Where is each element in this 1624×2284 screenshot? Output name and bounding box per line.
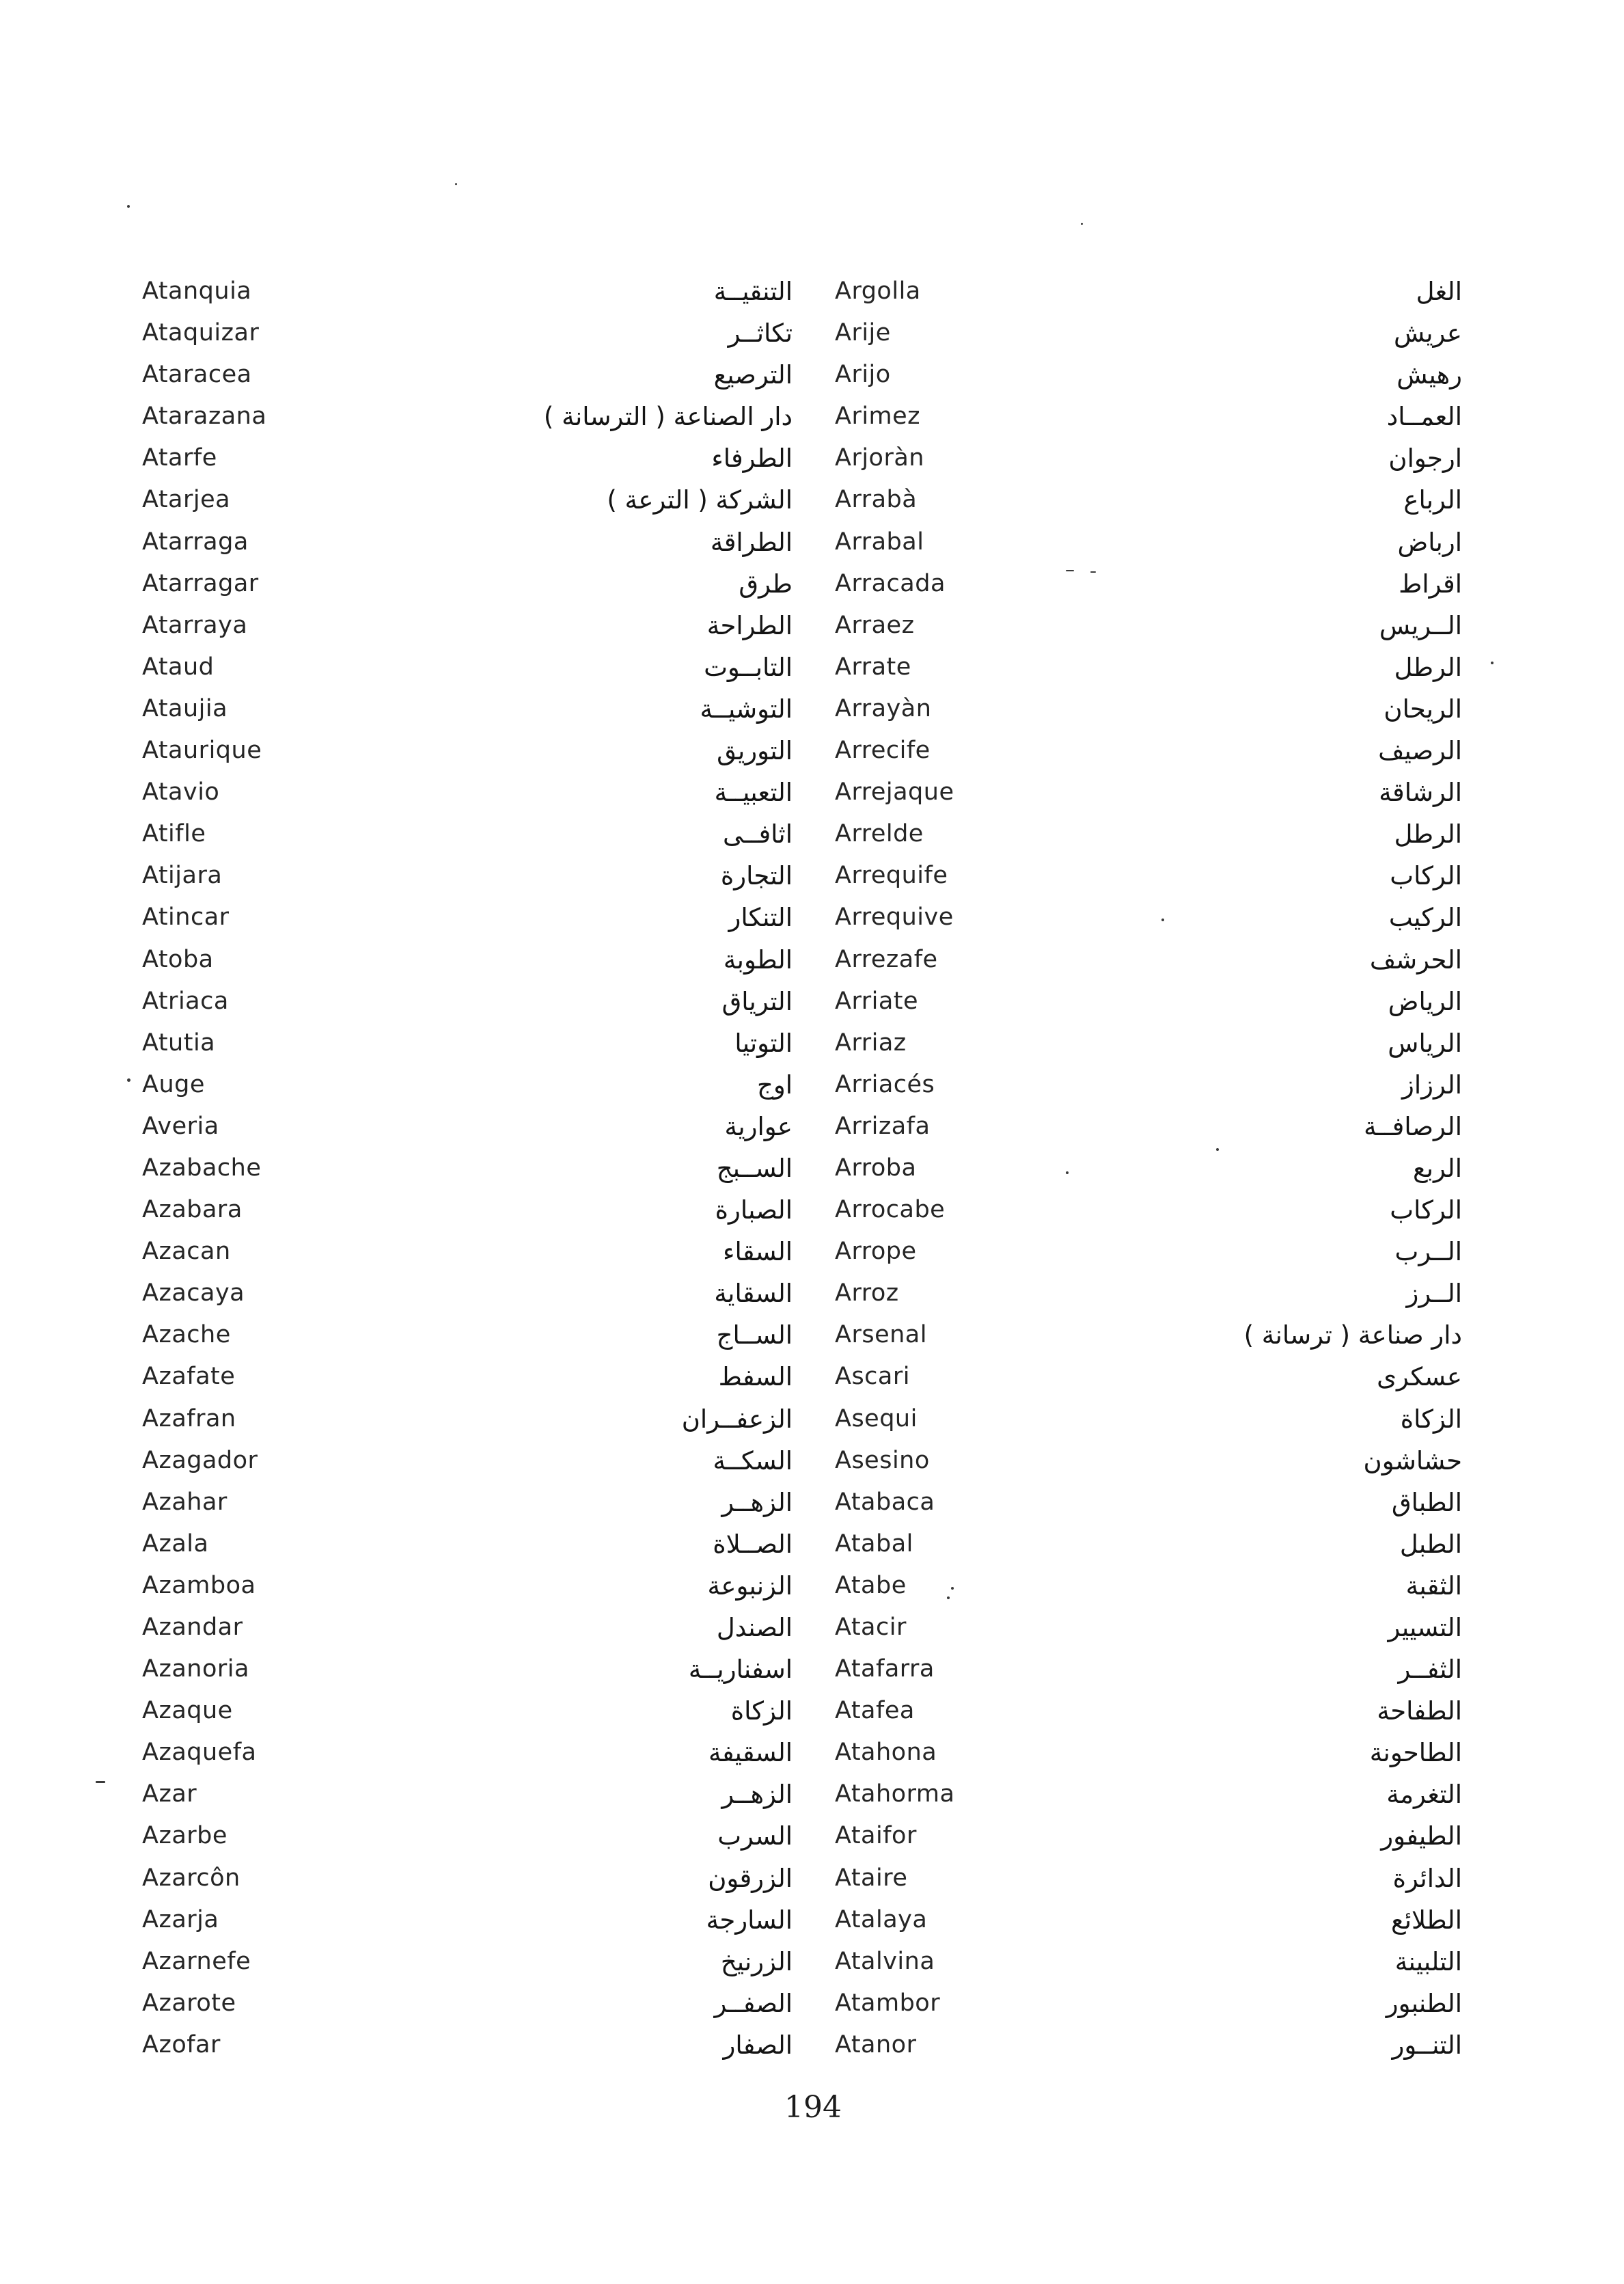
arabic-term: التسيير bbox=[1388, 1613, 1462, 1642]
arabic-term: الطوبة bbox=[723, 944, 793, 975]
arabic-term: الغل bbox=[1416, 277, 1462, 306]
spanish-term: Azafate bbox=[142, 1363, 236, 1391]
arabic-term: السرب bbox=[717, 1821, 793, 1851]
scan-speck bbox=[96, 1781, 105, 1783]
arabic-term: عريش bbox=[1394, 318, 1462, 349]
spanish-term: Arrabal bbox=[835, 528, 924, 556]
arabic-term: الزرنيخ bbox=[720, 1946, 793, 1976]
spanish-term: Atabaca bbox=[835, 1488, 935, 1516]
arabic-term: الســبج bbox=[716, 1153, 793, 1183]
scan-speck bbox=[1161, 919, 1164, 921]
arabic-term: الرطل bbox=[1394, 819, 1462, 849]
spanish-term: Atabal bbox=[835, 1530, 913, 1558]
arabic-term: الرصيف bbox=[1378, 736, 1462, 766]
arabic-term: الصفار bbox=[723, 2030, 793, 2060]
spanish-term: Atarragar bbox=[142, 569, 259, 597]
arabic-term: التعبيــة bbox=[714, 778, 793, 808]
arabic-term: الرياض bbox=[1388, 986, 1462, 1016]
arabic-term: التوتيا bbox=[734, 1028, 793, 1058]
arabic-column-left bbox=[437, 271, 793, 2066]
arabic-term: اقراط bbox=[1399, 569, 1462, 599]
arabic-term: السقيفة bbox=[708, 1738, 793, 1768]
arabic-term: الطيفور bbox=[1381, 1821, 1462, 1851]
arabic-term: الرياس bbox=[1388, 1028, 1462, 1058]
arabic-term: الرشاقة bbox=[1379, 778, 1462, 808]
scan-speck bbox=[1090, 571, 1096, 573]
spanish-term: Averia bbox=[142, 1112, 219, 1140]
arabic-term: الصبارة bbox=[715, 1195, 793, 1225]
arabic-term: رهيش bbox=[1396, 360, 1462, 390]
spanish-term: Arije bbox=[835, 319, 891, 347]
spanish-term: Arrabà bbox=[835, 486, 918, 514]
arabic-term: الرباع bbox=[1403, 485, 1462, 515]
spanish-term: Azabara bbox=[142, 1196, 243, 1224]
arabic-term: التابــوت bbox=[704, 652, 793, 682]
scan-speck bbox=[127, 1078, 130, 1082]
arabic-term: الطفاحة bbox=[1377, 1696, 1462, 1726]
spanish-term: Arrequive bbox=[835, 903, 954, 932]
spanish-term: Atifle bbox=[142, 820, 206, 848]
scan-speck bbox=[1491, 662, 1494, 664]
arabic-term: الحرشف bbox=[1369, 944, 1462, 975]
spanish-term: Azaque bbox=[142, 1697, 233, 1725]
spanish-term: Azache bbox=[142, 1321, 231, 1349]
spanish-term: Azacaya bbox=[142, 1279, 245, 1307]
spanish-term: Arjoràn bbox=[835, 444, 924, 472]
spanish-term: Azarote bbox=[142, 1989, 236, 2017]
arabic-term: الطاحونة bbox=[1369, 1738, 1462, 1768]
spanish-term: Arraez bbox=[835, 611, 915, 639]
arabic-term: الركاب bbox=[1390, 1195, 1462, 1225]
arabic-term: الركاب bbox=[1390, 861, 1462, 891]
spanish-term: Azarbe bbox=[142, 1822, 228, 1850]
spanish-term: Azarnefe bbox=[142, 1947, 251, 1975]
arabic-term: الشركة ( الترعة ) bbox=[607, 485, 793, 515]
spanish-term: Atoba bbox=[142, 945, 214, 973]
arabic-term: الــرب bbox=[1394, 1237, 1462, 1267]
arabic-term: الزعفــران bbox=[681, 1404, 793, 1434]
spanish-term: Atambor bbox=[835, 1989, 941, 2017]
spanish-term: Atanor bbox=[835, 2030, 917, 2058]
spanish-term: Ataud bbox=[142, 653, 215, 681]
spanish-term: Arsenal bbox=[835, 1321, 927, 1349]
arabic-term: اوج bbox=[756, 1070, 793, 1100]
arabic-term: طرق bbox=[739, 569, 793, 599]
spanish-term: Arrate bbox=[835, 653, 911, 681]
arabic-term: الســاج bbox=[716, 1320, 793, 1350]
arabic-term: التنــور bbox=[1392, 2030, 1462, 2060]
scan-speck bbox=[951, 1587, 954, 1590]
spanish-term: Arimez bbox=[835, 403, 921, 431]
arabic-term: التوشيــة bbox=[700, 694, 793, 724]
arabic-term: الترياق bbox=[721, 986, 793, 1016]
spanish-term: Atarraya bbox=[142, 611, 248, 639]
spanish-term: Atalaya bbox=[835, 1905, 928, 1933]
spanish-term: Azanoria bbox=[142, 1655, 249, 1683]
spanish-term: Arroz bbox=[835, 1279, 899, 1307]
scan-speck bbox=[1066, 1171, 1069, 1174]
page-number: 194 bbox=[784, 2090, 842, 2125]
arabic-term: الرطل bbox=[1394, 652, 1462, 682]
arabic-term: الزكاة bbox=[1400, 1404, 1462, 1434]
spanish-term: Ataire bbox=[835, 1864, 908, 1892]
scan-speck bbox=[1081, 223, 1083, 225]
spanish-term: Azar bbox=[142, 1780, 197, 1808]
scan-speck bbox=[947, 1596, 950, 1599]
spanish-term: Arriate bbox=[835, 987, 919, 1015]
spanish-term: Azagador bbox=[142, 1446, 258, 1474]
spanish-term: Auge bbox=[142, 1070, 205, 1098]
arabic-term: السفط bbox=[718, 1362, 793, 1392]
arabic-term: الطراقة bbox=[710, 527, 793, 557]
arabic-term: الريحان bbox=[1384, 694, 1462, 724]
spanish-term: Arijo bbox=[835, 361, 891, 389]
arabic-term: الصــلاة bbox=[713, 1529, 793, 1559]
arabic-term: التوريق bbox=[717, 736, 793, 766]
spanish-term: Arrecife bbox=[835, 737, 931, 765]
spanish-term: Arrequife bbox=[835, 862, 948, 890]
spanish-term: Azacan bbox=[142, 1238, 231, 1266]
spanish-term: Azabache bbox=[142, 1154, 262, 1182]
arabic-term: الترصيع bbox=[713, 360, 793, 390]
arabic-term: الــريس bbox=[1379, 610, 1462, 640]
arabic-term: السقاء bbox=[723, 1237, 793, 1267]
arabic-term: دار صناعة ( ترسانة ) bbox=[1243, 1320, 1462, 1350]
spanish-term: Azaquefa bbox=[142, 1739, 257, 1767]
scan-speck bbox=[1216, 1148, 1219, 1151]
spanish-term: Atarraga bbox=[142, 528, 249, 556]
spanish-term: Azofar bbox=[142, 2030, 221, 2058]
arabic-term: الزكاة bbox=[730, 1696, 793, 1726]
arabic-term: الركيب bbox=[1388, 903, 1462, 933]
spanish-term: Ataracea bbox=[142, 361, 252, 389]
spanish-term: Atafarra bbox=[835, 1655, 935, 1683]
arabic-column-right bbox=[1161, 271, 1462, 2066]
spanish-term: Atahorma bbox=[835, 1780, 955, 1808]
arabic-term: الصندل bbox=[716, 1613, 793, 1642]
spanish-term: Atavio bbox=[142, 778, 220, 806]
arabic-term: الرزاز bbox=[1402, 1070, 1462, 1100]
spanish-term: Atutia bbox=[142, 1029, 216, 1057]
spanish-term: Azahar bbox=[142, 1488, 228, 1516]
spanish-term: Arrejaque bbox=[835, 778, 954, 806]
spanish-term: Arracada bbox=[835, 569, 946, 597]
spanish-term: Atijara bbox=[142, 862, 223, 890]
arabic-term: الثفــر bbox=[1398, 1655, 1462, 1685]
spanish-term: Arrelde bbox=[835, 820, 924, 848]
arabic-term: الزرقون bbox=[708, 1863, 793, 1893]
spanish-term: Atalvina bbox=[835, 1947, 935, 1975]
arabic-term: الطبل bbox=[1399, 1529, 1462, 1559]
arabic-term: اسفناريــة bbox=[688, 1655, 793, 1685]
arabic-term: عسكرى bbox=[1377, 1362, 1462, 1392]
spanish-term: Atafea bbox=[835, 1697, 915, 1725]
arabic-term: دار الصناعة ( الترسانة ) bbox=[543, 402, 793, 432]
scan-speck bbox=[1066, 570, 1074, 571]
spanish-term: Azandar bbox=[142, 1614, 243, 1641]
arabic-term: الدائرة bbox=[1392, 1863, 1462, 1893]
spanish-term: Arrayàn bbox=[835, 694, 932, 722]
scan-speck bbox=[127, 205, 130, 208]
spanish-term: Arrezafe bbox=[835, 945, 938, 973]
arabic-term: تكاثــر bbox=[728, 318, 793, 349]
spanish-term: Atanquia bbox=[142, 277, 252, 305]
scan-speck bbox=[455, 183, 457, 185]
arabic-term: الزهــر bbox=[721, 1487, 793, 1517]
spanish-term: Arriacés bbox=[835, 1070, 935, 1098]
spanish-term: Ataurique bbox=[142, 737, 262, 765]
arabic-term: التجارة bbox=[720, 861, 793, 891]
spanish-term: Atarjea bbox=[142, 486, 231, 514]
arabic-term: التنقيــة bbox=[713, 277, 793, 306]
arabic-term: السكــة bbox=[713, 1445, 793, 1476]
spanish-term: Atahona bbox=[835, 1739, 937, 1767]
spanish-term: Ataujia bbox=[142, 694, 228, 722]
spanish-term: Azafran bbox=[142, 1404, 236, 1432]
arabic-term: الطرفاء bbox=[711, 444, 793, 474]
spanish-term: Atacir bbox=[835, 1614, 907, 1641]
arabic-term: الــرز bbox=[1406, 1279, 1462, 1309]
spanish-term: Azarcôn bbox=[142, 1864, 240, 1892]
arabic-term: العمــاد bbox=[1386, 402, 1462, 432]
spanish-term: Azarja bbox=[142, 1905, 219, 1933]
arabic-term: الزهــر bbox=[721, 1780, 793, 1810]
spanish-term: Atarazana bbox=[142, 403, 267, 431]
spanish-term: Atincar bbox=[142, 903, 230, 932]
spanish-term: Ascari bbox=[835, 1363, 910, 1391]
spanish-term: Arrocabe bbox=[835, 1196, 946, 1224]
arabic-term: اثافــى bbox=[722, 819, 793, 849]
spanish-term: Argolla bbox=[835, 277, 921, 305]
arabic-term: التنكار bbox=[728, 903, 793, 933]
arabic-term: الثقبة bbox=[1405, 1571, 1462, 1601]
spanish-term: Asequi bbox=[835, 1404, 918, 1432]
arabic-term: الربع bbox=[1413, 1153, 1462, 1183]
spanish-term: Arrope bbox=[835, 1238, 917, 1266]
spanish-term: Arroba bbox=[835, 1154, 917, 1182]
spanish-term: Azamboa bbox=[142, 1571, 256, 1599]
spanish-term: Azala bbox=[142, 1530, 209, 1558]
spanish-term: Arrizafa bbox=[835, 1112, 931, 1140]
arabic-term: ارباض bbox=[1397, 527, 1462, 557]
arabic-term: الطراحة bbox=[706, 610, 793, 640]
arabic-term: الطباق bbox=[1391, 1487, 1462, 1517]
arabic-term: الزنبوعة bbox=[707, 1571, 793, 1601]
spanish-term: Ataquizar bbox=[142, 319, 260, 347]
spanish-term: Atabe bbox=[835, 1571, 907, 1599]
arabic-term: السارجة bbox=[706, 1905, 793, 1935]
arabic-term: الصفــر bbox=[714, 1988, 793, 2018]
spanish-term: Atarfe bbox=[142, 444, 217, 472]
arabic-term: حشاشون bbox=[1363, 1445, 1462, 1476]
arabic-term: التغرمة bbox=[1386, 1780, 1462, 1810]
spanish-term: Arriaz bbox=[835, 1029, 907, 1057]
spanish-term: Ataifor bbox=[835, 1822, 917, 1850]
arabic-term: ارجوان bbox=[1388, 444, 1462, 474]
arabic-term: الطنبور bbox=[1386, 1988, 1462, 2018]
arabic-term: السقاية bbox=[714, 1279, 793, 1309]
arabic-term: الطلائع bbox=[1391, 1905, 1462, 1935]
spanish-term: Asesino bbox=[835, 1446, 930, 1474]
arabic-term: الرصافــة bbox=[1364, 1111, 1462, 1141]
arabic-term: التلبينة bbox=[1394, 1946, 1462, 1976]
spanish-term: Atriaca bbox=[142, 987, 229, 1015]
arabic-term: عوارية bbox=[724, 1111, 793, 1141]
